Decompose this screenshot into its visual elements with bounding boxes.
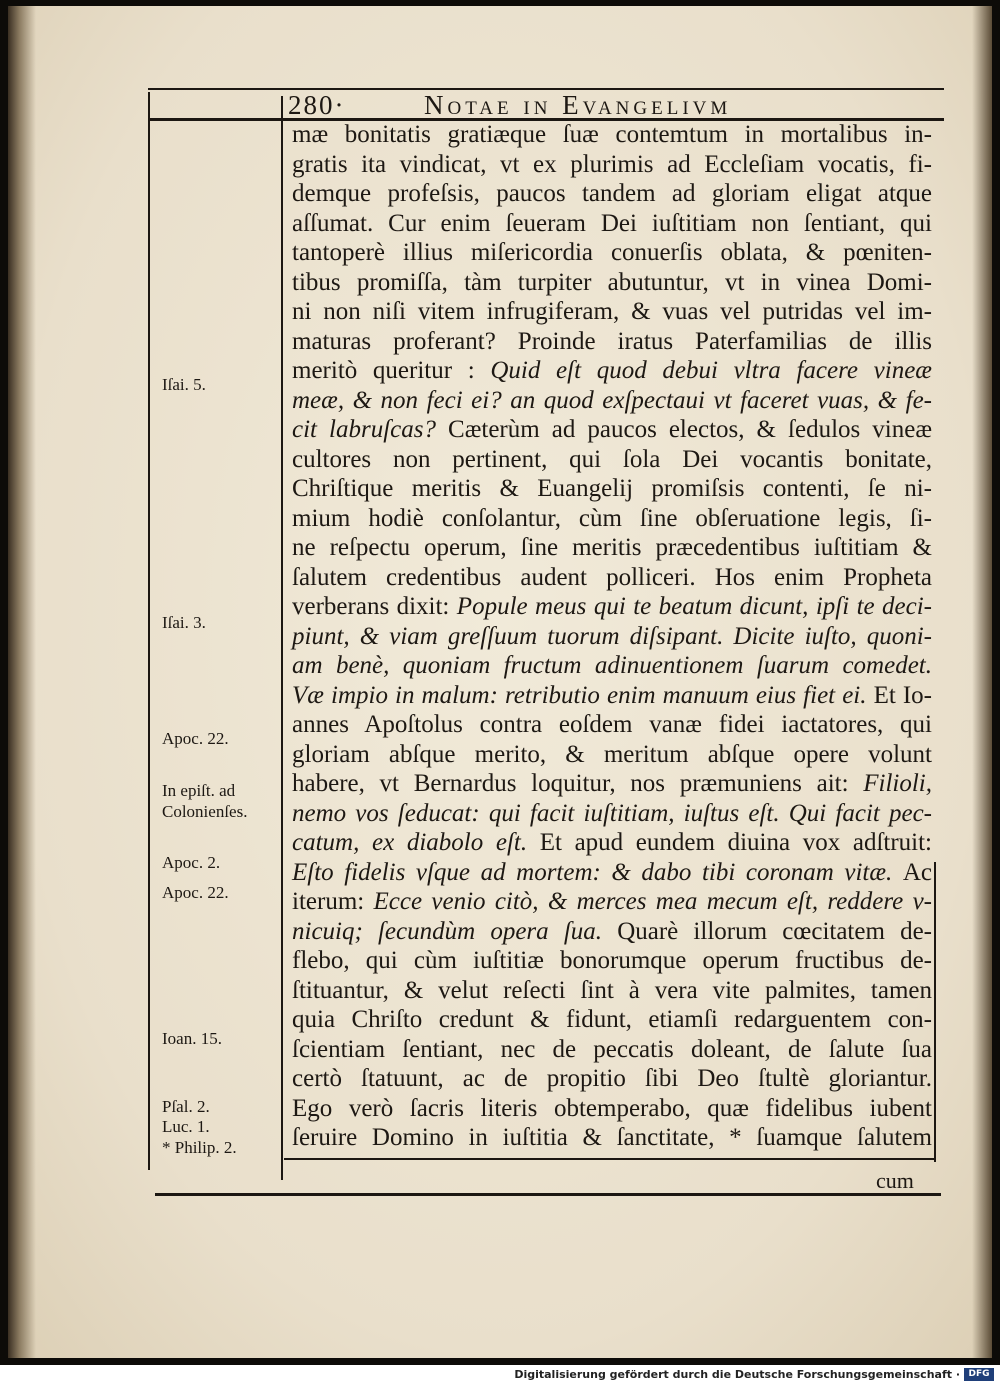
text-line: [292, 504, 932, 534]
text-run: Quarè illorum cœcitatem de-: [617, 917, 933, 945]
text-run: demque profeſsis, paucos tandem ad gloriam eligat atque: [292, 180, 932, 207]
text-run: flebo, qui cùm iuſtitiæ bonorumque operum fructibus de-: [292, 947, 932, 974]
text-run: iterum:: [292, 888, 374, 915]
margin-note: Apoc. 2.: [162, 853, 221, 872]
text-run: tantoperè illius miſericordia conuerſis oblata, & pœniten-: [292, 239, 932, 266]
text-line: [292, 120, 932, 150]
text-run: habere, vt Bernardus loquitur, nos præmuniens ait:: [292, 770, 864, 797]
text-line: [292, 386, 932, 416]
text-run: gratis ita vindicat, vt ex plurimis ad Eccleſiam vocatis, fi-: [292, 150, 932, 178]
running-head: [288, 90, 948, 120]
dfg-logo-icon: DFG: [964, 1368, 994, 1381]
text-line: [292, 1094, 932, 1124]
text-run: mæ bonitatis gratiæque ſuæ contemtum in mortalibus in-: [292, 121, 932, 148]
text-line: [292, 150, 932, 180]
text-run: annes Apoſtolus contra eoſdem vanæ fidei iactatores, qui: [292, 711, 932, 738]
text-line: [292, 799, 932, 829]
text-line: [292, 622, 932, 652]
text-line: [292, 268, 932, 298]
bottom-rule: [155, 1193, 941, 1196]
text-run: ſtituantur, & velut reſecti ſint à vera vite palmites, tamen: [292, 976, 932, 1004]
text-line: [292, 976, 932, 1006]
text-line: [292, 297, 932, 327]
running-title: Notae in Evangelivm: [424, 90, 732, 120]
margin-note: Apoc. 22.: [162, 883, 229, 902]
margin-note: Luc. 1.: [162, 1117, 210, 1136]
text-run: Ego verò ſacris literis obtemperabo, quæ fidelibus iubent: [292, 1094, 932, 1122]
scripture-quote: Popule meus qui te beatum dicunt, ipſi te deci-: [456, 593, 933, 620]
margin-note: Ioan. 15.: [162, 1029, 222, 1048]
text-line: [292, 887, 932, 917]
text-run: ſeruire Domino in iuſtitia & ſanctitate, * ſuamque ſalutem: [292, 1124, 932, 1151]
scripture-quote: meæ, & non feci ei? an quod exſpectaui vt faceret vuas, & fe-: [292, 386, 932, 414]
text-run: tibus promiſſa, tàm turpiter abutuntur, vt in vinea Domi-: [292, 268, 932, 296]
text-line: [292, 740, 932, 770]
digitization-credit-bar: [0, 1365, 1000, 1385]
scripture-quote: catum, ex diabolo eſt.: [292, 829, 540, 856]
outer-left-rule: [148, 92, 150, 1170]
text-run: Ac: [902, 858, 932, 886]
text-run: aſſumat. Cur enim ſeueram Dei iuſtitiam non ſentiant, qui: [292, 209, 932, 237]
scripture-quote: cit labruſcas?: [292, 416, 449, 443]
text-run: maturas proferant? Proinde iratus Paterfamilias de illis: [292, 327, 932, 355]
text-line: [292, 592, 932, 622]
scripture-quote: am benè, quoniam fructum adinuentionem ſuarum comedet.: [292, 652, 932, 679]
text-line: [292, 946, 932, 976]
text-run: Et Io-: [873, 681, 933, 709]
text-line: [292, 179, 932, 209]
scripture-quote: nicuiq; ſecundùm opera ſua.: [292, 917, 618, 945]
text-line: [292, 917, 932, 947]
text-line: [292, 533, 932, 563]
text-run: meritò queritur :: [292, 357, 491, 384]
margin-note: Iſai. 5.: [162, 375, 206, 394]
text-run: verberans dixit:: [292, 593, 457, 620]
margin-column-rule: [281, 96, 283, 1180]
text-run: ſcientiam ſentiant, nec de peccatis doleant, de ſalute ſua: [292, 1035, 932, 1063]
scripture-quote: Quid eſt quod debui vltra facere vineæ: [490, 357, 932, 384]
text-line: [292, 563, 932, 593]
text-run: Cæterùm ad paucos electos, & ſedulos vineæ: [448, 416, 933, 443]
text-line: [292, 356, 932, 386]
text-line: [292, 238, 932, 268]
margin-note: In epiſt. ad: [162, 781, 236, 800]
text-line: [292, 651, 932, 681]
text-line: [292, 1123, 932, 1153]
text-run: Et apud eundem diuina vox adſtruit:: [539, 829, 932, 856]
text-line: [292, 474, 932, 504]
margin-note: * Philip. 2.: [162, 1138, 237, 1157]
text-bottom-rule: [284, 1158, 936, 1160]
scripture-quote: Væ impio in malum: retributio enim manuum eius fiet ei.: [292, 681, 874, 709]
text-line: [292, 1064, 932, 1094]
text-run: Chriſtique meritis & Euangelij promiſsis contenti, ſe ni-: [292, 475, 932, 502]
credit-text: Digitalisierung gefördert durch die Deutsche Forschungsgemeinschaft ·: [514, 1368, 960, 1381]
page-edge-shadow: [8, 6, 36, 1358]
text-line: [292, 681, 932, 711]
right-rule: [934, 862, 936, 1162]
margin-note: Apoc. 22.: [162, 729, 229, 748]
text-run: cultores non pertinent, qui ſola Dei vocantis bonitate,: [292, 445, 932, 473]
text-line: [292, 858, 932, 888]
text-run: quia Chriſto credunt & fidunt, etiamſi redarguentem con-: [292, 1006, 932, 1033]
scripture-quote: Filioli,: [863, 770, 932, 797]
text-run: ſalutem credentibus audent polliceri. Hos enim Propheta: [292, 563, 932, 591]
margin-note: Iſai. 3.: [162, 613, 206, 632]
margin-note: Colonienſes.: [162, 802, 248, 821]
text-line: [292, 445, 932, 475]
text-line: [292, 327, 932, 357]
text-line: [292, 1005, 932, 1035]
catchword: cum: [876, 1168, 914, 1193]
main-text-column: [292, 120, 932, 1153]
text-line: [292, 209, 932, 239]
text-line: [292, 415, 932, 445]
margin-note: Pſal. 2.: [162, 1097, 210, 1116]
page-edge-shadow: [972, 6, 992, 1358]
text-line: [292, 1035, 932, 1065]
text-run: gloriam abſque merito, & meritum abſque opere volunt: [292, 740, 932, 768]
scripture-quote: Ecce venio citò, & merces mea mecum eſt, reddere v-: [373, 888, 932, 915]
text-run: ne reſpectu operum, ſine meritis præcedentibus iuſtitiam &: [292, 534, 932, 561]
page-number: 280·: [288, 90, 346, 120]
text-line: [292, 769, 932, 799]
text-run: certò ſtatuunt, ac de propitio ſibi Deo ſtultè gloriantur.: [292, 1065, 932, 1092]
scripture-quote: nemo vos ſeducat: qui facit iuſtitiam, iuſtus eſt. Qui facit pec-: [292, 799, 932, 827]
text-line: [292, 828, 932, 858]
text-run: ni non niſi vitem infrugiferam, & vuas vel putridas vel im-: [292, 298, 932, 325]
text-run: mium hodiè conſolantur, cùm ſine obſeruatione legis, ſi-: [292, 504, 932, 532]
text-line: [292, 710, 932, 740]
scripture-quote: Eſto fidelis vſque ad mortem: & dabo tibi coronam vitæ.: [292, 858, 903, 886]
scripture-quote: piunt, & viam greſſuum tuorum diſsipant. Dicite iuſto, quoni-: [292, 622, 932, 650]
